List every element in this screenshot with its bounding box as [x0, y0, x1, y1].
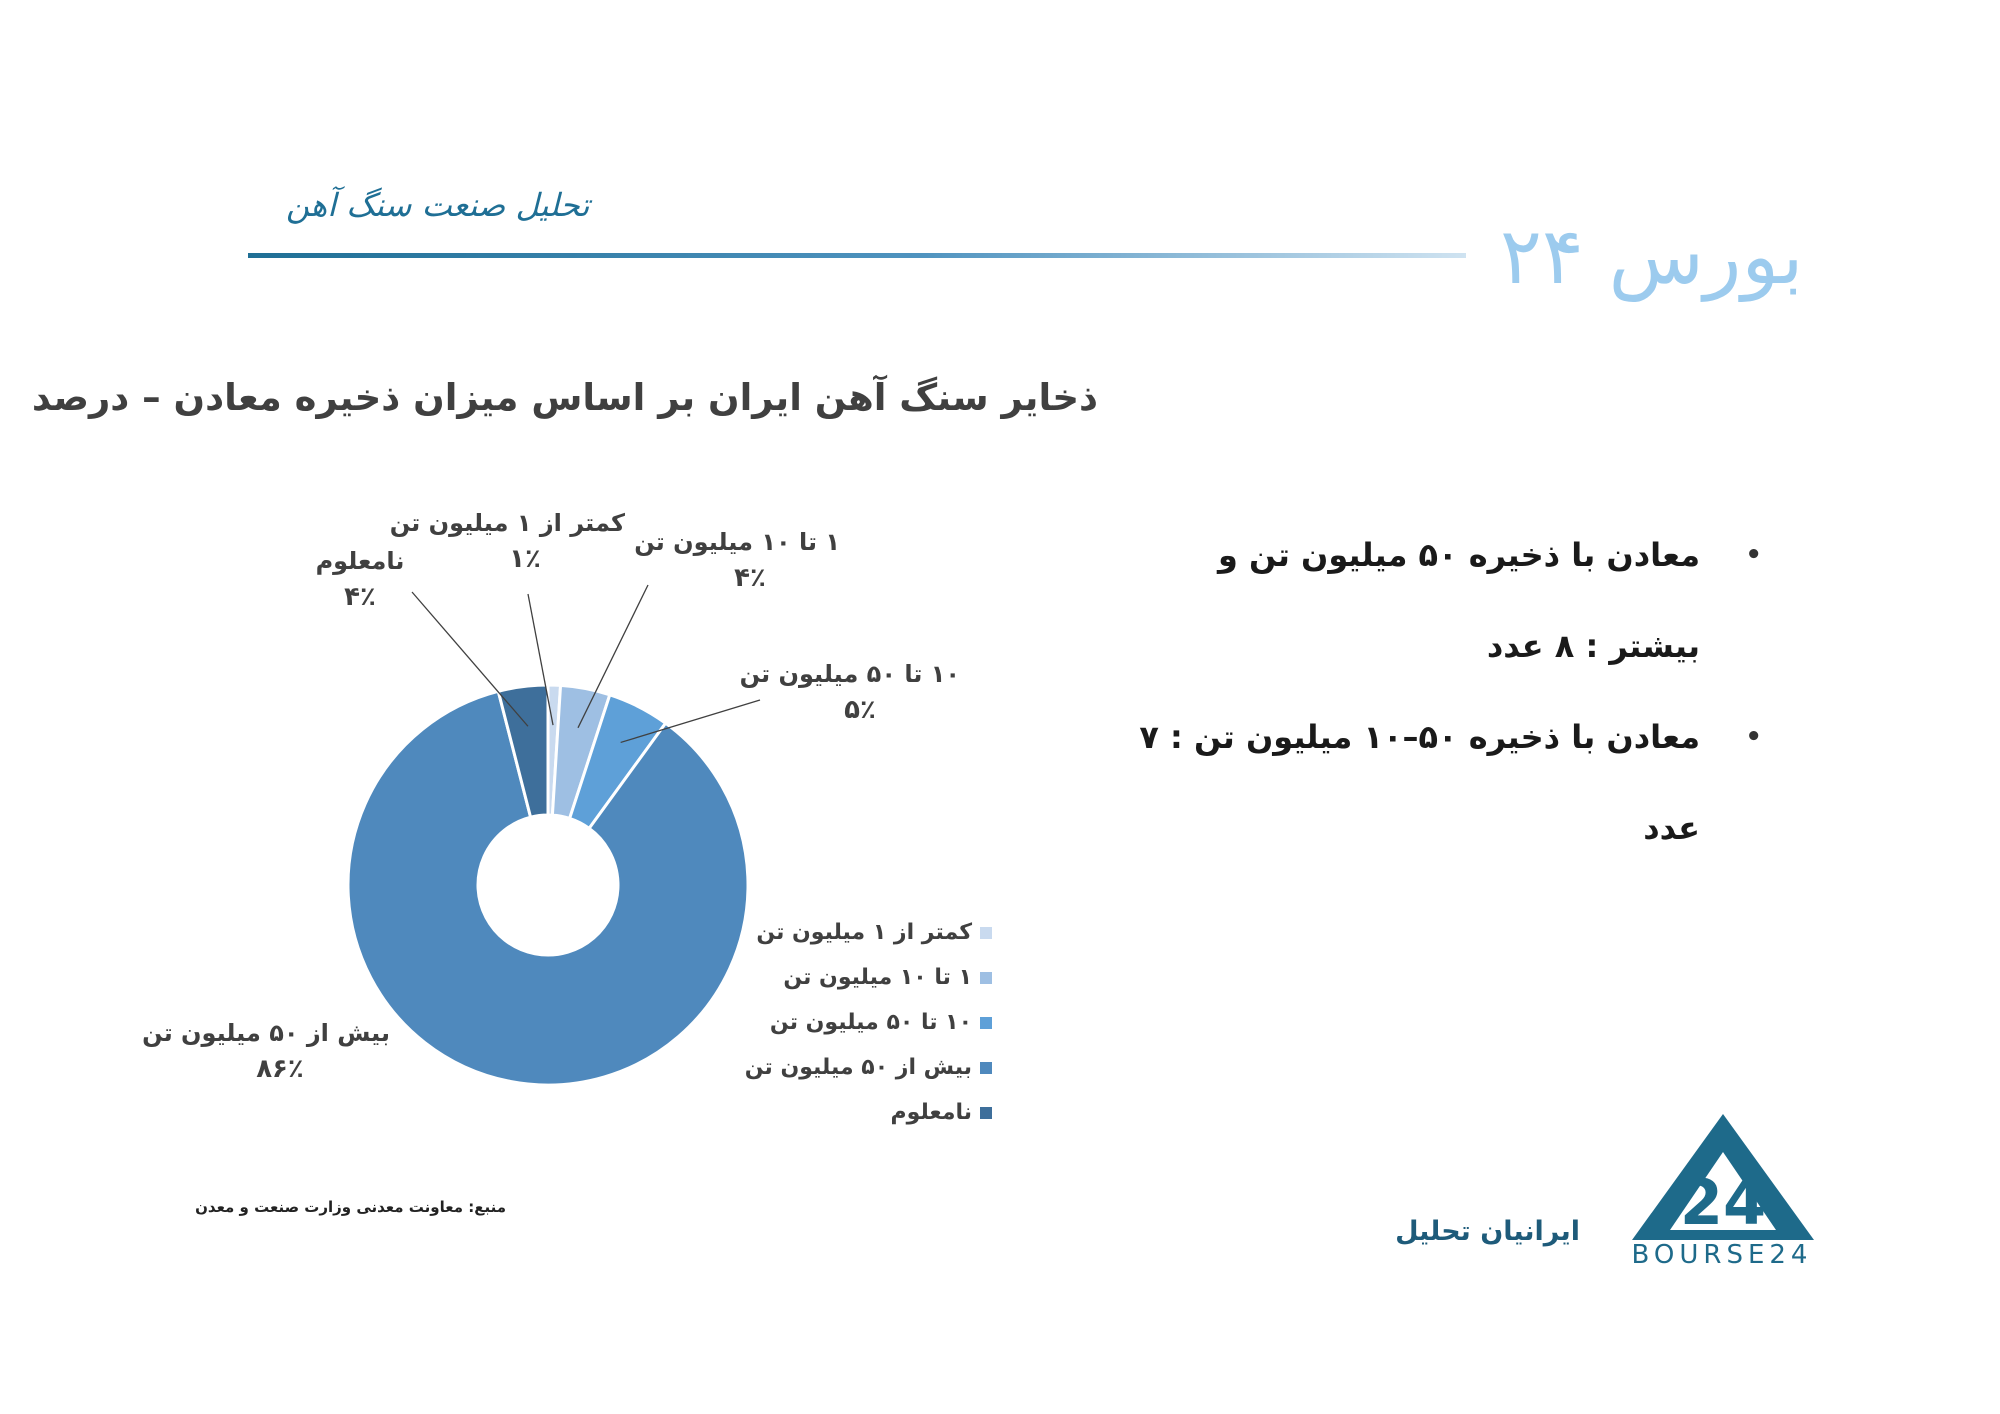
bullet-text: معادن با ذخیره ۵۰–۱۰ میلیون تن : ۷ عدد	[1139, 718, 1700, 847]
brand-logo: بورس ۲۴	[1500, 212, 1804, 302]
legend-item	[760, 1000, 992, 1045]
legend-label: ۱ تا ۱۰ میلیون تن	[783, 965, 972, 990]
legend-swatch	[980, 1062, 992, 1074]
slice-label-lt1	[389, 505, 625, 577]
legend-label: کمتر از ۱ میلیون تن	[756, 920, 972, 945]
bullet-text: معادن با ذخیره ۵۰ میلیون تن و بیشتر : ۸ عدد	[1218, 536, 1700, 665]
logo-wordmark: BOURSE24	[1631, 1240, 1813, 1270]
source-note: منبع: معاونت معدنی وزارت صنعت و معدن	[195, 1198, 506, 1216]
slice-label-unknown-name: نامعلوم	[315, 547, 405, 575]
slice-label-gt50	[142, 1015, 390, 1087]
legend-label: ۱۰ تا ۵۰ میلیون تن	[769, 1010, 972, 1035]
chart-title: ذخایر سنگ آهن ایران بر اساس میزان ذخیره معادن – درصد	[31, 376, 1098, 419]
legend-item	[744, 1045, 992, 1090]
slice-label-1to10	[634, 524, 840, 596]
bourse24-logo-icon	[1630, 1112, 1816, 1242]
legend-swatch	[980, 927, 992, 939]
legend-item	[760, 1090, 992, 1135]
slice-label-gt50-value: ۸۶٪	[256, 1054, 304, 1084]
slice-label-lt1-value: ۱٪	[509, 544, 541, 574]
slice-label-10to50-name: ۱۰ تا ۵۰ میلیون تن	[739, 660, 960, 688]
slice-label-10to50-value: ۵٪	[844, 695, 876, 725]
slice-label-gt50-name: بیش از ۵۰ میلیون تن	[142, 1019, 390, 1047]
summary-bullets	[1120, 510, 1762, 874]
legend-item	[760, 955, 992, 1000]
bullet-item	[1120, 510, 1762, 692]
bullet-dot-icon: •	[1745, 540, 1762, 570]
legend-swatch	[980, 1017, 992, 1029]
bullet-dot-icon: •	[1745, 722, 1762, 752]
slice-label-10to50	[739, 656, 960, 728]
slice-label-unknown-value: ۴٪	[344, 582, 376, 612]
legend-swatch	[980, 972, 992, 984]
slice-label-1to10-name: ۱ تا ۱۰ میلیون تن	[634, 528, 840, 556]
bullet-item	[1120, 692, 1762, 874]
legend-swatch	[980, 1107, 992, 1119]
slice-label-lt1-name: کمتر از ۱ میلیون تن	[389, 509, 625, 537]
header-title: تحلیل صنعت سنگ آهن	[286, 186, 590, 224]
footer-company: ایرانیان تحلیل	[1395, 1216, 1580, 1247]
legend-label: بیش از ۵۰ میلیون تن	[744, 1055, 972, 1080]
chart-legend	[744, 910, 992, 1135]
svg-text:24: 24	[1679, 1166, 1767, 1239]
legend-label: نامعلوم	[890, 1100, 972, 1125]
slice-label-1to10-value: ۴٪	[734, 563, 766, 593]
legend-item	[756, 910, 992, 955]
slice-label-unknown	[300, 543, 420, 615]
